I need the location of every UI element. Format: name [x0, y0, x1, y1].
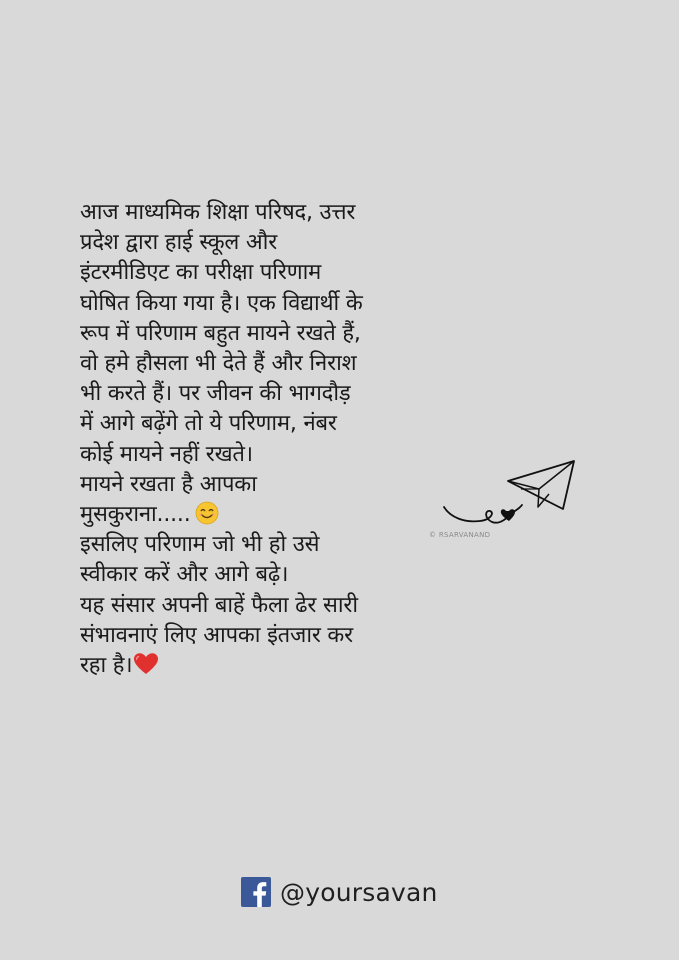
poem-line: इंटरमीडिएट का परीक्षा परिणाम — [80, 260, 322, 286]
poem-line: घोषित किया गया है। एक विद्यार्थी के — [80, 290, 363, 316]
watermark: © RSARVANAND — [429, 531, 491, 539]
poem-line: रूप में परिणाम बहुत मायने रखते हैं, — [80, 320, 361, 346]
social-handle: @yoursavan — [280, 877, 438, 907]
poem-text — [80, 198, 440, 681]
paper-plane-icon — [440, 455, 580, 535]
poem-line: प्रदेश द्वारा हाई स्कूल और — [80, 230, 278, 256]
poem-line: में आगे बढ़ेंगे तो ये परिणाम, नंबर — [80, 411, 337, 437]
poem-line: मायने रखता है आपका — [80, 471, 257, 497]
red-heart-icon — [133, 652, 159, 676]
poem-line-text: रहा है। — [80, 653, 133, 679]
smiling-face-icon — [195, 501, 219, 525]
poem-line: भी करते हैं। पर जीवन की भागदौड़ — [80, 381, 351, 407]
poem-line: संभावनाएं लिए आपका इंतजार कर — [80, 622, 353, 648]
poem-line-with-heart — [80, 651, 440, 681]
poem-line: वो हमे हौसला भी देते हैं और निराश — [80, 351, 357, 377]
poem-line-with-smile — [80, 500, 440, 530]
poem-line: इसलिए परिणाम जो भी हो उसे — [80, 532, 320, 558]
poem-line: स्वीकार करें और आगे बढ़े। — [80, 562, 289, 588]
poem-line-text: मुसकुराना..... — [80, 502, 191, 528]
poem-line: आज माध्यमिक शिक्षा परिषद, उत्तर — [80, 200, 356, 225]
poem-line: यह संसार अपनी बाहें फैला ढेर सारी — [80, 592, 358, 618]
facebook-icon — [241, 877, 271, 907]
poem-line: कोई मायने नहीं रखते। — [80, 441, 253, 467]
footer — [241, 875, 438, 909]
